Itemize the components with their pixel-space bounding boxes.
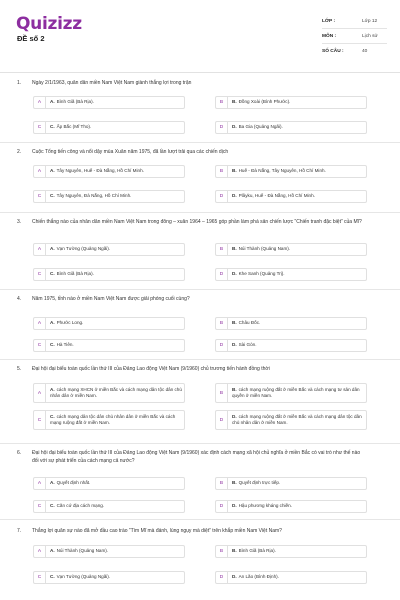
option-letter: A: [34, 478, 46, 489]
option-d[interactable]: [215, 571, 367, 584]
option-key: D.: [232, 503, 237, 509]
option-text: Tây Nguyên, Đà Nẵng, Hồ Chí Minh.: [56, 193, 132, 199]
question-text: Đại hội đại biểu toàn quốc lần thứ III của Đảng Lao động Việt Nam (9/1960) chủ trương tiến hành đồng thời: [32, 366, 270, 372]
question-number: 5.: [17, 366, 22, 372]
option-key: A.: [50, 99, 55, 105]
question-text: Năm 1975, tỉnh nào ở miền Nam Việt Nam được giải phóng cuối cùng?: [32, 296, 190, 302]
question-text: Ngày 2/1/1963, quân dân miền Nam Việt Nam giành thắng lợi trong trận: [32, 80, 192, 86]
option-text: cách mạng ruộng đất ở miền Bắc và cách mạng tư sản dân quyền ở miền Nam.: [232, 386, 360, 398]
meta-value: Lịch sử: [362, 33, 378, 39]
option-text: Bình Giã (Bà Rịa).: [238, 548, 276, 554]
option-letter: C: [34, 269, 46, 280]
option-key: B.: [232, 99, 237, 105]
option-text: cách mạng ruộng đất ở miền Bắc và cách mạng dân tộc dân chủ nhân dân ở miền Nam.: [232, 413, 362, 425]
option-b[interactable]: [215, 317, 367, 330]
meta-value: Lớp 12: [362, 18, 378, 24]
option-text: Tây Nguyên, Huế - Đà Nẵng, Hồ Chí Minh.: [56, 168, 144, 174]
option-letter: C: [34, 501, 46, 512]
option-text: Hà Tiên.: [56, 342, 74, 348]
option-b[interactable]: [215, 383, 367, 403]
option-key: D.: [232, 193, 237, 199]
option-key: A.: [50, 246, 55, 252]
option-letter: A: [34, 244, 46, 255]
option-text: Quyết định nhất.: [56, 480, 91, 486]
meta-value: 40: [362, 49, 368, 54]
option-c[interactable]: [33, 339, 185, 352]
question-number: 1.: [17, 80, 22, 86]
question-divider: [0, 142, 400, 143]
option-letter: C: [34, 191, 46, 202]
option-key: A.: [50, 320, 55, 326]
option-text: Huế - Đà Nẵng, Tây Nguyên, Hồ Chí Minh.: [238, 168, 326, 174]
question-text: Chiến thắng nào của nhân dân miền Nam Việt Nam trong đông – xuân 1964 – 1965 góp phần làm phá sản chiến lược “Chiến tranh đặc biệt” của Mĩ?: [32, 219, 362, 225]
option-d[interactable]: [215, 268, 367, 281]
option-key: B.: [232, 168, 237, 174]
option-key: B.: [232, 246, 237, 252]
option-key: D.: [232, 413, 237, 419]
option-letter: D: [216, 122, 228, 133]
option-letter: A: [34, 546, 46, 557]
option-key: C.: [50, 193, 55, 199]
meta-label: SỐ CÂU :: [322, 49, 344, 54]
option-b[interactable]: [215, 477, 367, 490]
option-text: Bình Giã (Bà Rịa).: [56, 271, 94, 277]
option-letter: D: [216, 340, 228, 351]
option-a[interactable]: [33, 383, 185, 403]
quizizz-logo: Quizizz: [16, 14, 82, 34]
question-text: Cuộc Tổng tiến công và nổi dậy mùa Xuân năm 1975, đã lần lượt trải qua các chiến dịch: [32, 149, 229, 155]
option-letter: A: [34, 97, 46, 108]
option-letter: C: [34, 340, 46, 351]
page-title: ĐỀ số 2: [17, 34, 45, 43]
option-b[interactable]: [215, 243, 367, 256]
option-text: Quyết định trực tiếp.: [238, 480, 281, 486]
option-text: Núi Thành (Quảng Nam).: [56, 548, 109, 554]
option-c[interactable]: [33, 571, 185, 584]
question-divider: [0, 212, 400, 213]
option-letter: B: [216, 384, 228, 402]
meta-table: [322, 14, 387, 59]
question-number: 4.: [17, 296, 22, 302]
option-letter: C: [34, 122, 46, 133]
option-a[interactable]: [33, 96, 185, 109]
option-letter: B: [216, 166, 228, 177]
option-key: B.: [232, 386, 237, 392]
option-letter: B: [216, 546, 228, 557]
option-key: C.: [50, 271, 55, 277]
option-letter: A: [34, 166, 46, 177]
option-letter: A: [34, 384, 46, 402]
option-text: Plâyku, Huế - Đà Nẵng, Hồ Chí Minh.: [238, 193, 315, 199]
meta-row-count: [322, 44, 387, 59]
option-text: Đồng Xoài (Bình Phước).: [238, 99, 291, 105]
option-c[interactable]: [33, 500, 185, 513]
option-key: C.: [50, 413, 55, 419]
option-letter: B: [216, 318, 228, 329]
option-letter: B: [216, 244, 228, 255]
option-letter: A: [34, 318, 46, 329]
question-divider: [0, 443, 400, 444]
option-a[interactable]: [33, 545, 185, 558]
option-a[interactable]: [33, 243, 185, 256]
option-text: cách mạng XHCN ở miền Bắc và cách mạng dân tộc dân chủ nhân dân ở miền Nam.: [50, 386, 182, 398]
option-key: C.: [50, 124, 55, 130]
option-b[interactable]: [215, 545, 367, 558]
question-divider: [0, 519, 400, 520]
option-d[interactable]: [215, 500, 367, 513]
option-b[interactable]: [215, 165, 367, 178]
option-letter: D: [216, 269, 228, 280]
option-text: Hậu phương kháng chiến.: [238, 503, 292, 509]
meta-label: LỚP :: [322, 18, 336, 24]
option-key: C.: [50, 503, 55, 509]
option-b[interactable]: [215, 96, 367, 109]
meta-label: MÔN :: [322, 33, 337, 39]
meta-row-class: [322, 14, 387, 29]
question-number: 6.: [17, 450, 22, 456]
header-divider: [0, 72, 400, 73]
option-text: Núi Thành (Quảng Nam).: [238, 246, 291, 252]
option-letter: B: [216, 97, 228, 108]
question-number: 7.: [17, 528, 22, 534]
option-letter: D: [216, 411, 228, 429]
option-c[interactable]: [33, 268, 185, 281]
option-key: A.: [50, 386, 55, 392]
option-key: A.: [50, 548, 55, 554]
option-letter: B: [216, 478, 228, 489]
question-number: 3.: [17, 219, 22, 225]
option-text: Khe Sanh (Quảng Trị).: [238, 271, 285, 277]
option-key: B.: [232, 320, 237, 326]
option-c[interactable]: [33, 121, 185, 134]
option-key: C.: [50, 574, 55, 580]
option-text: cách mạng dân tộc dân chủ nhân dân ở miền Bắc và cách mạng ruộng đất ở miền Nam.: [50, 413, 176, 425]
option-letter: D: [216, 501, 228, 512]
page-header: [0, 0, 400, 72]
option-key: D.: [232, 271, 237, 277]
option-text: Ba Gia (Quảng Ngãi).: [238, 124, 283, 130]
option-key: D.: [232, 124, 237, 130]
option-a[interactable]: [33, 477, 185, 490]
question-text: Đại hội đại biểu toàn quốc lần thứ III của Đảng Lao động Việt Nam (9/1960) xác định cách mạng xã hội chủ nghĩa ở miền Bắc có vai trò như thế nào đối với sự phát triển của cách mạng cả nước?: [32, 450, 361, 464]
option-d[interactable]: [215, 190, 367, 203]
option-key: B.: [232, 548, 237, 554]
question-divider: [0, 359, 400, 360]
option-key: B.: [232, 480, 237, 486]
question-text: Thắng lợi quân sự nào đã mở đầu cao trào “Tìm Mĩ mà đánh, lùng ngụy mà diệt” trên khắp miền Nam Việt Nam?: [32, 528, 282, 534]
option-a[interactable]: [33, 317, 185, 330]
option-letter: D: [216, 191, 228, 202]
option-d[interactable]: [215, 339, 367, 352]
option-letter: C: [34, 572, 46, 583]
option-text: Vạn Tường (Quảng Ngãi).: [56, 574, 111, 580]
question-number: 2.: [17, 149, 22, 155]
option-d[interactable]: [215, 410, 367, 430]
option-d[interactable]: [215, 121, 367, 134]
option-letter: C: [34, 411, 46, 429]
option-text: Ấp Bắc (Mĩ Tho).: [56, 124, 92, 130]
option-key: C.: [50, 342, 55, 348]
option-key: A.: [50, 480, 55, 486]
option-text: Căn cứ địa cách mạng.: [56, 503, 105, 509]
question-divider: [0, 289, 400, 290]
option-key: D.: [232, 342, 237, 348]
option-text: An Lão (Bình Định).: [238, 574, 279, 580]
option-text: Sài Gòn.: [238, 342, 257, 348]
option-a[interactable]: [33, 165, 185, 178]
option-c[interactable]: [33, 190, 185, 203]
option-text: Vạn Tường (Quảng Ngãi).: [56, 246, 111, 252]
option-letter: D: [216, 572, 228, 583]
option-key: A.: [50, 168, 55, 174]
option-text: Bình Giã (Bà Rịa).: [56, 99, 94, 105]
option-c[interactable]: [33, 410, 185, 430]
option-key: D.: [232, 574, 237, 580]
option-text: Phước Long.: [56, 320, 84, 326]
option-text: Châu Đốc.: [238, 320, 261, 326]
meta-row-subject: [322, 29, 387, 44]
